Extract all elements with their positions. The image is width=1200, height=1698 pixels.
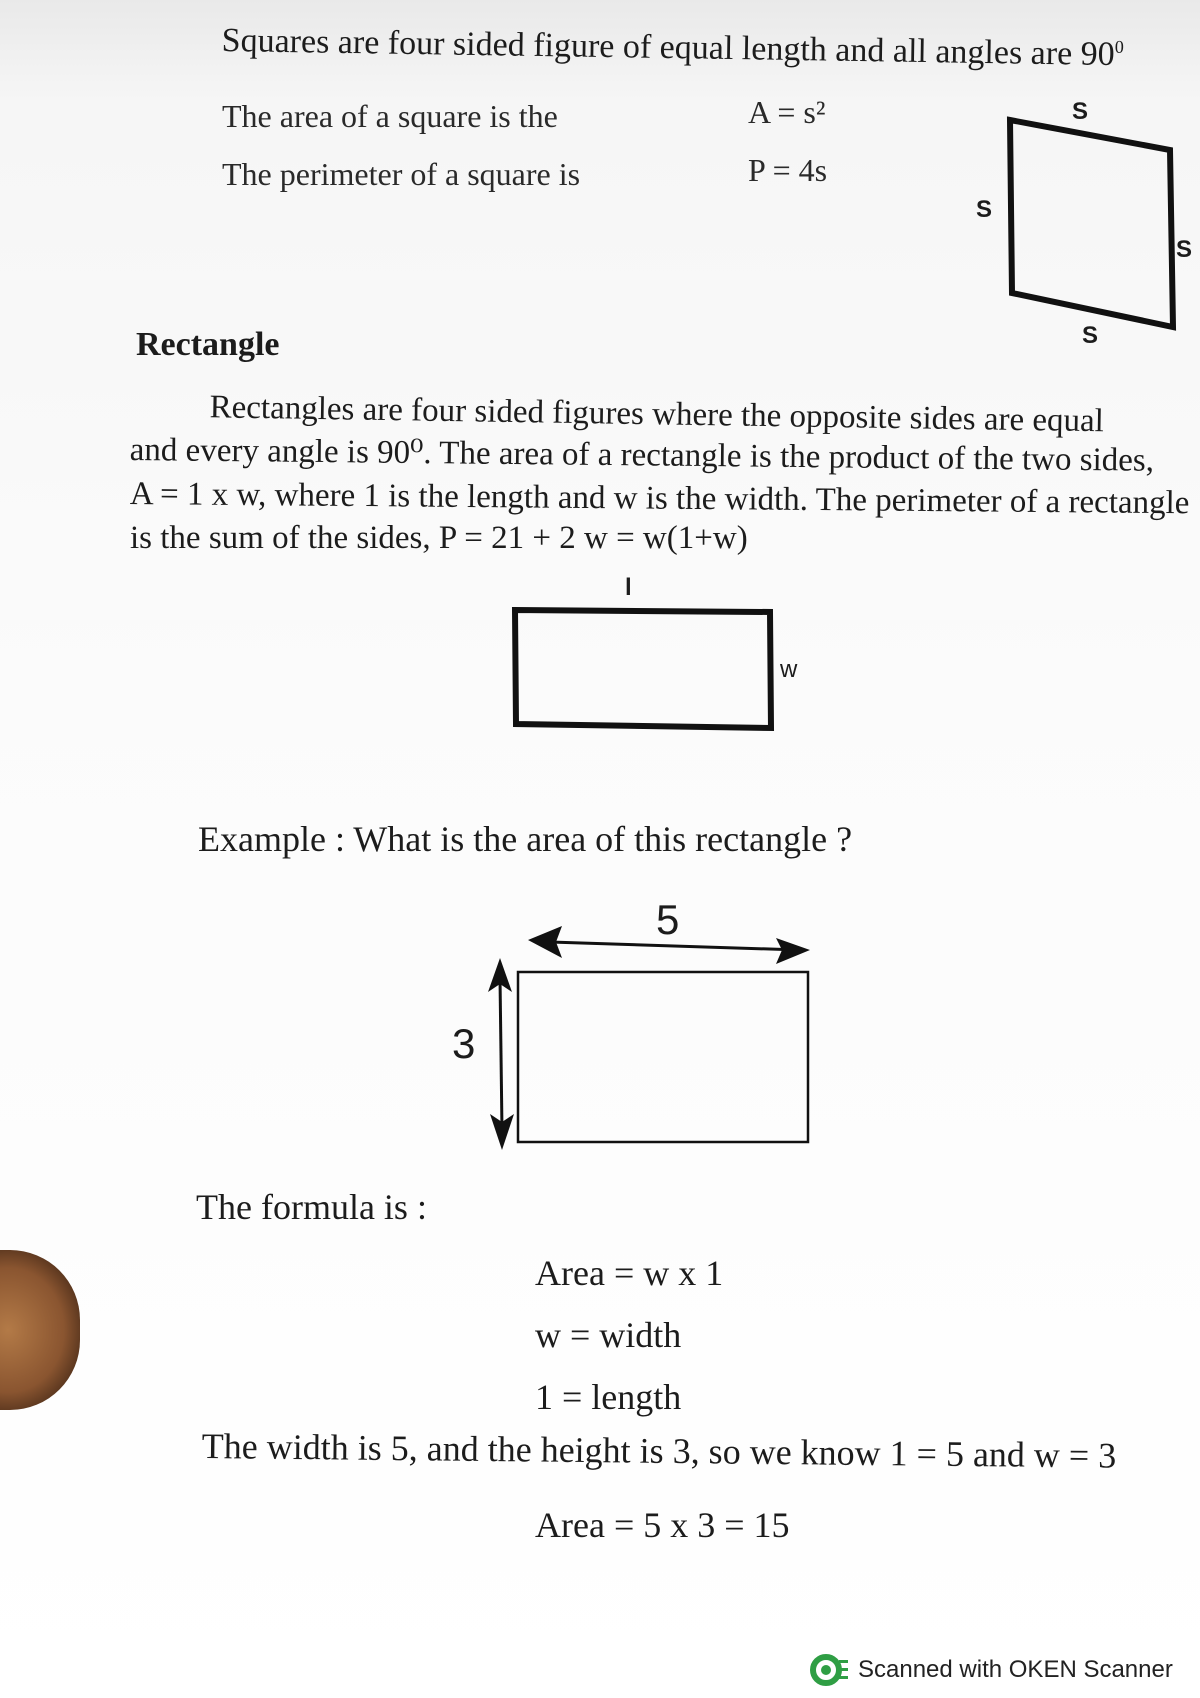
thumb-in-scan bbox=[0, 1250, 80, 1410]
degree-superscript: 0 bbox=[1114, 36, 1125, 57]
example-question: Example : What is the area of this rectangle ? bbox=[198, 819, 853, 859]
square-outline bbox=[1010, 120, 1173, 327]
square-perimeter-formula: P = 4s bbox=[748, 152, 828, 188]
example-rectangle-outline bbox=[518, 972, 808, 1142]
rectangle-length-label: l bbox=[625, 574, 632, 601]
example-height-value: 3 bbox=[452, 1020, 476, 1067]
example-result: Area = 5 x 3 = 15 bbox=[535, 1505, 790, 1545]
formula-line-length: 1 = length bbox=[535, 1377, 682, 1417]
square-perimeter-label: The perimeter of a square is bbox=[222, 156, 581, 192]
rectangle-diagram bbox=[505, 600, 798, 740]
rectangle-paragraph-line-3: A = 1 x w, where 1 is the length and w is the width. The perimeter of a rectangle bbox=[129, 475, 1190, 522]
square-intro-line bbox=[221, 22, 1124, 74]
square-side-label-top: S bbox=[1072, 98, 1089, 125]
oken-scanner-logo-icon bbox=[810, 1652, 850, 1688]
square-side-label-right: S bbox=[1176, 236, 1193, 263]
example-rectangle-diagram bbox=[470, 900, 830, 1150]
scanner-watermark-text: Scanned with OKEN Scanner bbox=[858, 1656, 1173, 1683]
rectangle-outline bbox=[515, 610, 771, 728]
square-side-label-left: S bbox=[976, 196, 993, 223]
formula-intro: The formula is : bbox=[196, 1187, 427, 1227]
square-intro-text: Squares are four sided figure of equal length and all angles are 90 bbox=[221, 22, 1116, 74]
scanner-watermark bbox=[810, 1650, 1200, 1690]
formula-line-width: w = width bbox=[535, 1315, 682, 1355]
example-width-value: 5 bbox=[656, 896, 680, 943]
square-area-label: The area of a square is the bbox=[222, 98, 558, 134]
rectangle-heading: Rectangle bbox=[136, 326, 280, 363]
height-arrow bbox=[488, 958, 514, 1150]
formula-line-area: Area = w x 1 bbox=[535, 1253, 724, 1293]
square-side-label-bottom: S bbox=[1082, 322, 1099, 349]
rectangle-paragraph bbox=[130, 384, 1190, 560]
square-diagram bbox=[960, 95, 1193, 355]
rectangle-paragraph-line-2: and every angle is 90⁰. The area of a rectangle is the product of the two sides, bbox=[129, 431, 1155, 479]
rectangle-paragraph-line-1: Rectangles are four sided figures where the opposite sides are equal bbox=[209, 389, 1105, 440]
rectangle-paragraph-line-4: is the sum of the sides, P = 21 + 2 w = w(1+w) bbox=[130, 520, 748, 556]
rectangle-width-label: w bbox=[780, 656, 798, 683]
example-conclusion: The width is 5, and the height is 3, so we know 1 = 5 and w = 3 bbox=[201, 1426, 1117, 1476]
square-area-formula: A = s² bbox=[748, 94, 826, 130]
